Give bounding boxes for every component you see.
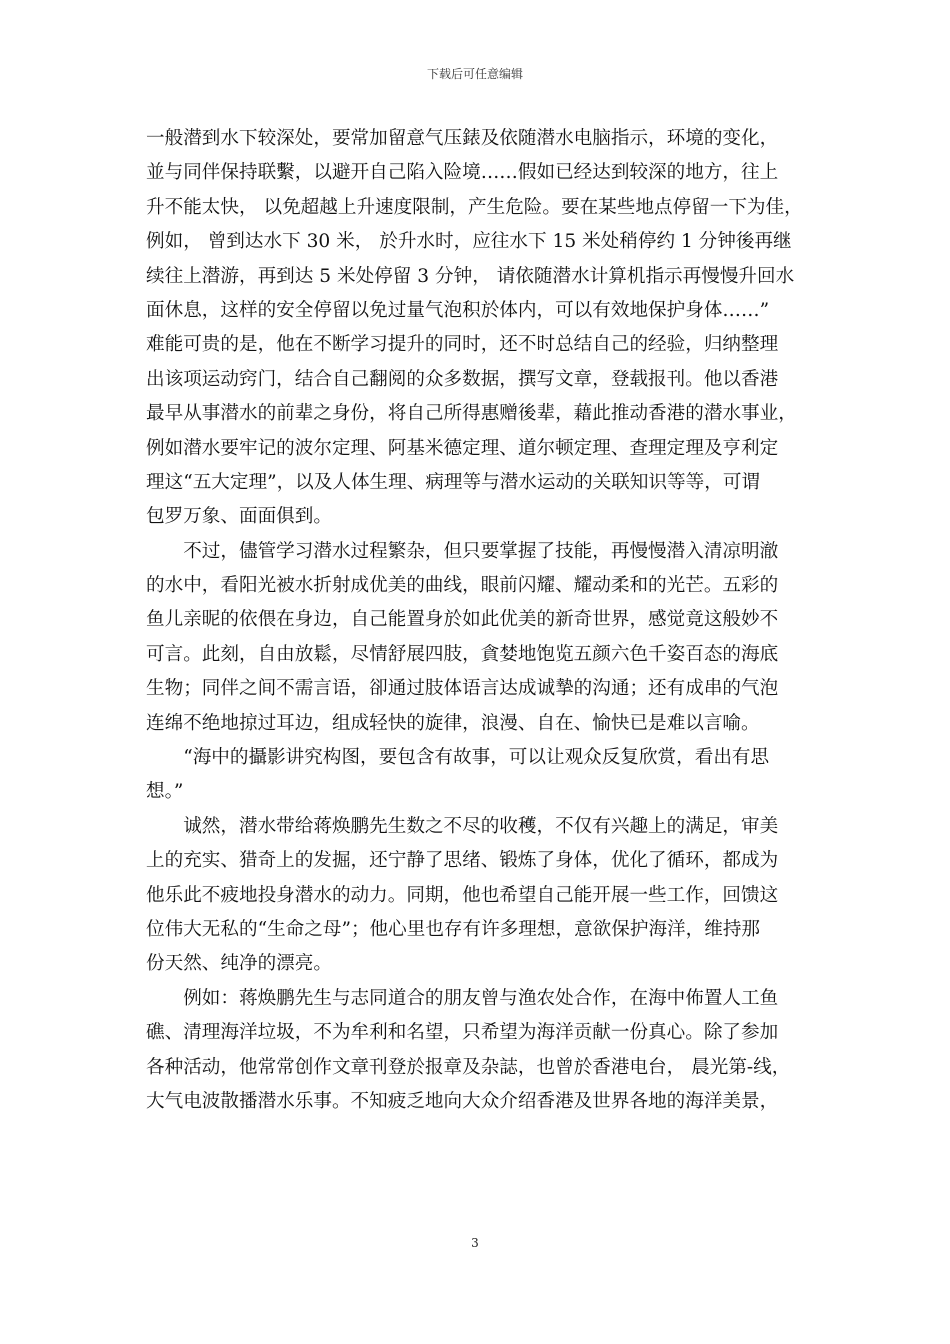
text-line: 生物；同伴之间不需言语，卻通过肢体语言达成诚摯的沟通；还有成串的气泡 (146, 678, 779, 700)
text-line: 包罗万象、面面俱到。 (146, 506, 332, 528)
text-line: 可言。此刻，自由放鬆，尽情舒展四肢，貪婪地饱览五颜六色千姿百态的海底 (146, 643, 779, 665)
text-line: 鱼儿亲昵的依偎在身边，自己能置身於如此优美的新奇世界，感觉竟这般妙不 (146, 609, 779, 631)
page-header: 下载后可任意编辑 (426, 67, 523, 81)
text-line: 各种活动，他常常创作文章刊登於报章及杂誌，也曾於香港电台， 晨光第-线， (146, 1056, 791, 1078)
document-body (146, 122, 808, 1119)
text-line: 诚然，潜水带给蒋焕鹏先生数之不尽的收穫，不仅有兴趣上的满足，审美 (146, 815, 779, 837)
text-line: 连绵不绝地掠过耳边，组成轻快的旋律，浪漫、自在、愉快已是难以言喻。 (146, 712, 760, 734)
text-line: 例如：蒋焕鹏先生与志同道合的朋友曾与渔农处合作，在海中佈置人工鱼 (146, 987, 779, 1009)
text-line: 大气电波散播潜水乐事。不知疲乏地向大众介绍香港及世界各地的海洋美景， (146, 1090, 779, 1112)
text-line: 份天然、纯净的漂亮。 (146, 953, 332, 975)
text-line: 想。” (146, 781, 184, 803)
text-line: 续往上潜游，再到达 5 米处停留 3 分钟， 请依随潜水计算机指示再慢慢升回水 (146, 265, 795, 287)
text-line: 例如， 曾到达水下 30 米， 於升水时，应往水下 15 米处稍停约 1 分钟後再继 (146, 231, 792, 253)
text-line: 例如潜水要牢记的波尔定理、阿基米德定理、道尔顿定理、查理定理及亨利定 (146, 437, 779, 459)
text-line: 他乐此不疲地投身潜水的动力。同期，他也希望自己能开展一些工作，回馈这 (146, 884, 779, 906)
text-line: 礁、清理海洋垃圾，不为牟利和名望，只希望为海洋贡献一份真心。除了参加 (146, 1022, 779, 1044)
text-line: 並与同伴保持联繫，以避开自己陷入险境……假如已经达到较深的地方，往上 (146, 162, 779, 184)
text-line: 一般潜到水下较深处，要常加留意气压錶及依随潜水电脑指示，环境的变化， (146, 128, 779, 149)
text-line: 理这“五大定理”，以及人体生理、病理等与潜水运动的关联知识等等，可谓 (146, 471, 761, 493)
text-line: 出该项运动窍门，结合自己翻阅的众多数据，撰写文章，登载报刊。他以香港 (146, 368, 779, 390)
text-line: “海中的攝影讲究构图，要包含有故事，可以让观众反复欣赏，看出有思 (146, 747, 770, 769)
text-line: 位伟大无私的“生命之母”；他心里也存有许多理想，意欲保护海洋，维持那 (146, 918, 761, 940)
page-number: 3 (471, 1236, 479, 1250)
text-line: 不过，儘管学习潜水过程繁杂，但只要掌握了技能，再慢慢潜入清凉明澈 (146, 540, 779, 562)
text-line: 面休息，这样的安全停留以免过量气泡积於体内，可以有效地保护身体……” (146, 299, 770, 321)
text-line: 上的充实、猎奇上的发掘，还宁静了思绪、锻炼了身体，优化了循环，都成为 (146, 850, 779, 872)
text-line: 最早从事潜水的前辈之身份，将自己所得惠赠後辈，藉此推动香港的潜水事业， (146, 403, 797, 425)
text-line: 升不能太快， 以免超越上升速度限制，产生危险。要在某些地点停留一下为佳， (146, 196, 803, 218)
text-line: 的水中，看阳光被水折射成优美的曲线，眼前闪耀、耀动柔和的光芒。五彩的 (146, 575, 779, 597)
text-line: 难能可贵的是，他在不断学习提升的同时，还不时总结自己的经验，归纳整理 (146, 334, 779, 356)
